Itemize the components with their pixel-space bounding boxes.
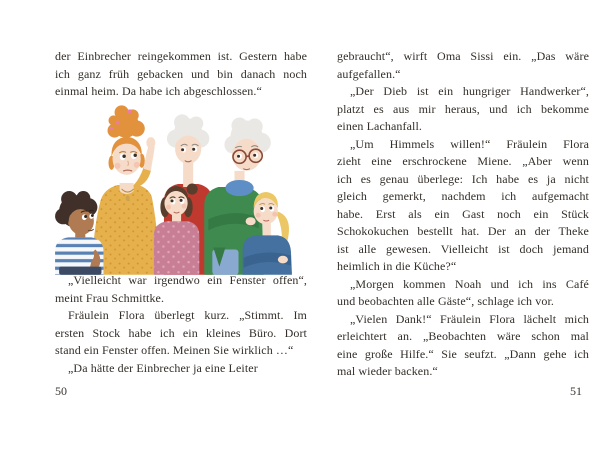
text-line: aufgefallen.“ bbox=[337, 66, 401, 81]
hand bbox=[278, 256, 288, 264]
text-line: zieht eine erschrockene Miene. „Aber wenn bbox=[337, 154, 589, 168]
text-line: einen Lachanfall. bbox=[337, 119, 422, 133]
neck bbox=[183, 161, 193, 187]
right-page-paragraphs bbox=[337, 48, 589, 381]
text-line: eine große Hilfe.“ Sie seufzt. „Dann gehe ich bbox=[337, 346, 589, 361]
pink-top-dots bbox=[154, 221, 199, 274]
text-line: meint Frau Schmittke. bbox=[55, 290, 165, 305]
text-line: der Einbrecher reingekommen ist. Gestern habe bbox=[55, 49, 307, 63]
text-line: „Vielen Dank!“ Fräulein Flora lächelt mich bbox=[350, 311, 589, 326]
text-line: Schokokuchen bestellt hat. Der an der Theke bbox=[337, 224, 589, 238]
blue-scarf bbox=[225, 180, 253, 196]
hand bbox=[246, 217, 256, 225]
text-line: und beobachten alle Gäste“, schlage ich vor. bbox=[337, 294, 554, 308]
text-line: stand ein Fenster offen. Meinen Sie wirklich …“ bbox=[55, 343, 294, 357]
text-line: platzt es aus mir heraus, und ich bekomme bbox=[337, 101, 589, 116]
left-page-bottom-paragraphs bbox=[55, 272, 307, 377]
text-line: gebraucht“, wirft Oma Sissi ein. „Das wäre bbox=[337, 49, 589, 63]
raised-forearm bbox=[144, 145, 155, 171]
text-line: mal wieder backen.“ bbox=[337, 364, 438, 378]
text-line: „Um Himmels willen!“ Fräulein Flora bbox=[350, 136, 589, 151]
text-line: ich ganz früh gebacken und bin danach noch bbox=[55, 66, 307, 81]
story-illustration bbox=[45, 98, 297, 275]
text-line: gleich gemerkt, nachdem ich aufgemacht bbox=[337, 189, 589, 203]
text-line: einmal heim. Da habe ich abgeschlossen.“ bbox=[55, 84, 262, 98]
pendant bbox=[126, 195, 130, 201]
text-line: „Der Dieb ist ein hungriger Handwerker“, bbox=[350, 84, 589, 98]
text-line: Fräulein Flora überlegt kurz. „Stimmt. Im bbox=[68, 308, 307, 322]
text-line: ersten Stock habe ich ein kleines Büro. Dort bbox=[55, 325, 307, 340]
left-page-top-paragraph bbox=[55, 48, 307, 101]
ear bbox=[68, 220, 74, 226]
text-line: erleichtert an. „Beobachten wäre schon mal bbox=[337, 329, 589, 343]
text-line: habe. Erst als ein Gast noch ein Stück bbox=[337, 206, 589, 221]
text-line: „Vielleicht war irgendwo ein Fenster offen“, bbox=[68, 273, 307, 287]
text-line: ist alle gewesen. Vielleicht ist doch jemand bbox=[337, 241, 589, 256]
raised-hand bbox=[146, 137, 155, 148]
page-number-left: 50 bbox=[55, 384, 67, 398]
text-line: „Morgen kommen Noah und ich ins Café bbox=[350, 276, 589, 291]
text-line: „Da hätte der Einbrecher ja eine Leiter bbox=[68, 360, 258, 375]
text-line: heimlich in die Küche?“ bbox=[337, 259, 457, 273]
page-number-right: 51 bbox=[570, 384, 582, 398]
text-line: ich es genau überlege: Ich habe es ja nicht bbox=[337, 171, 589, 186]
